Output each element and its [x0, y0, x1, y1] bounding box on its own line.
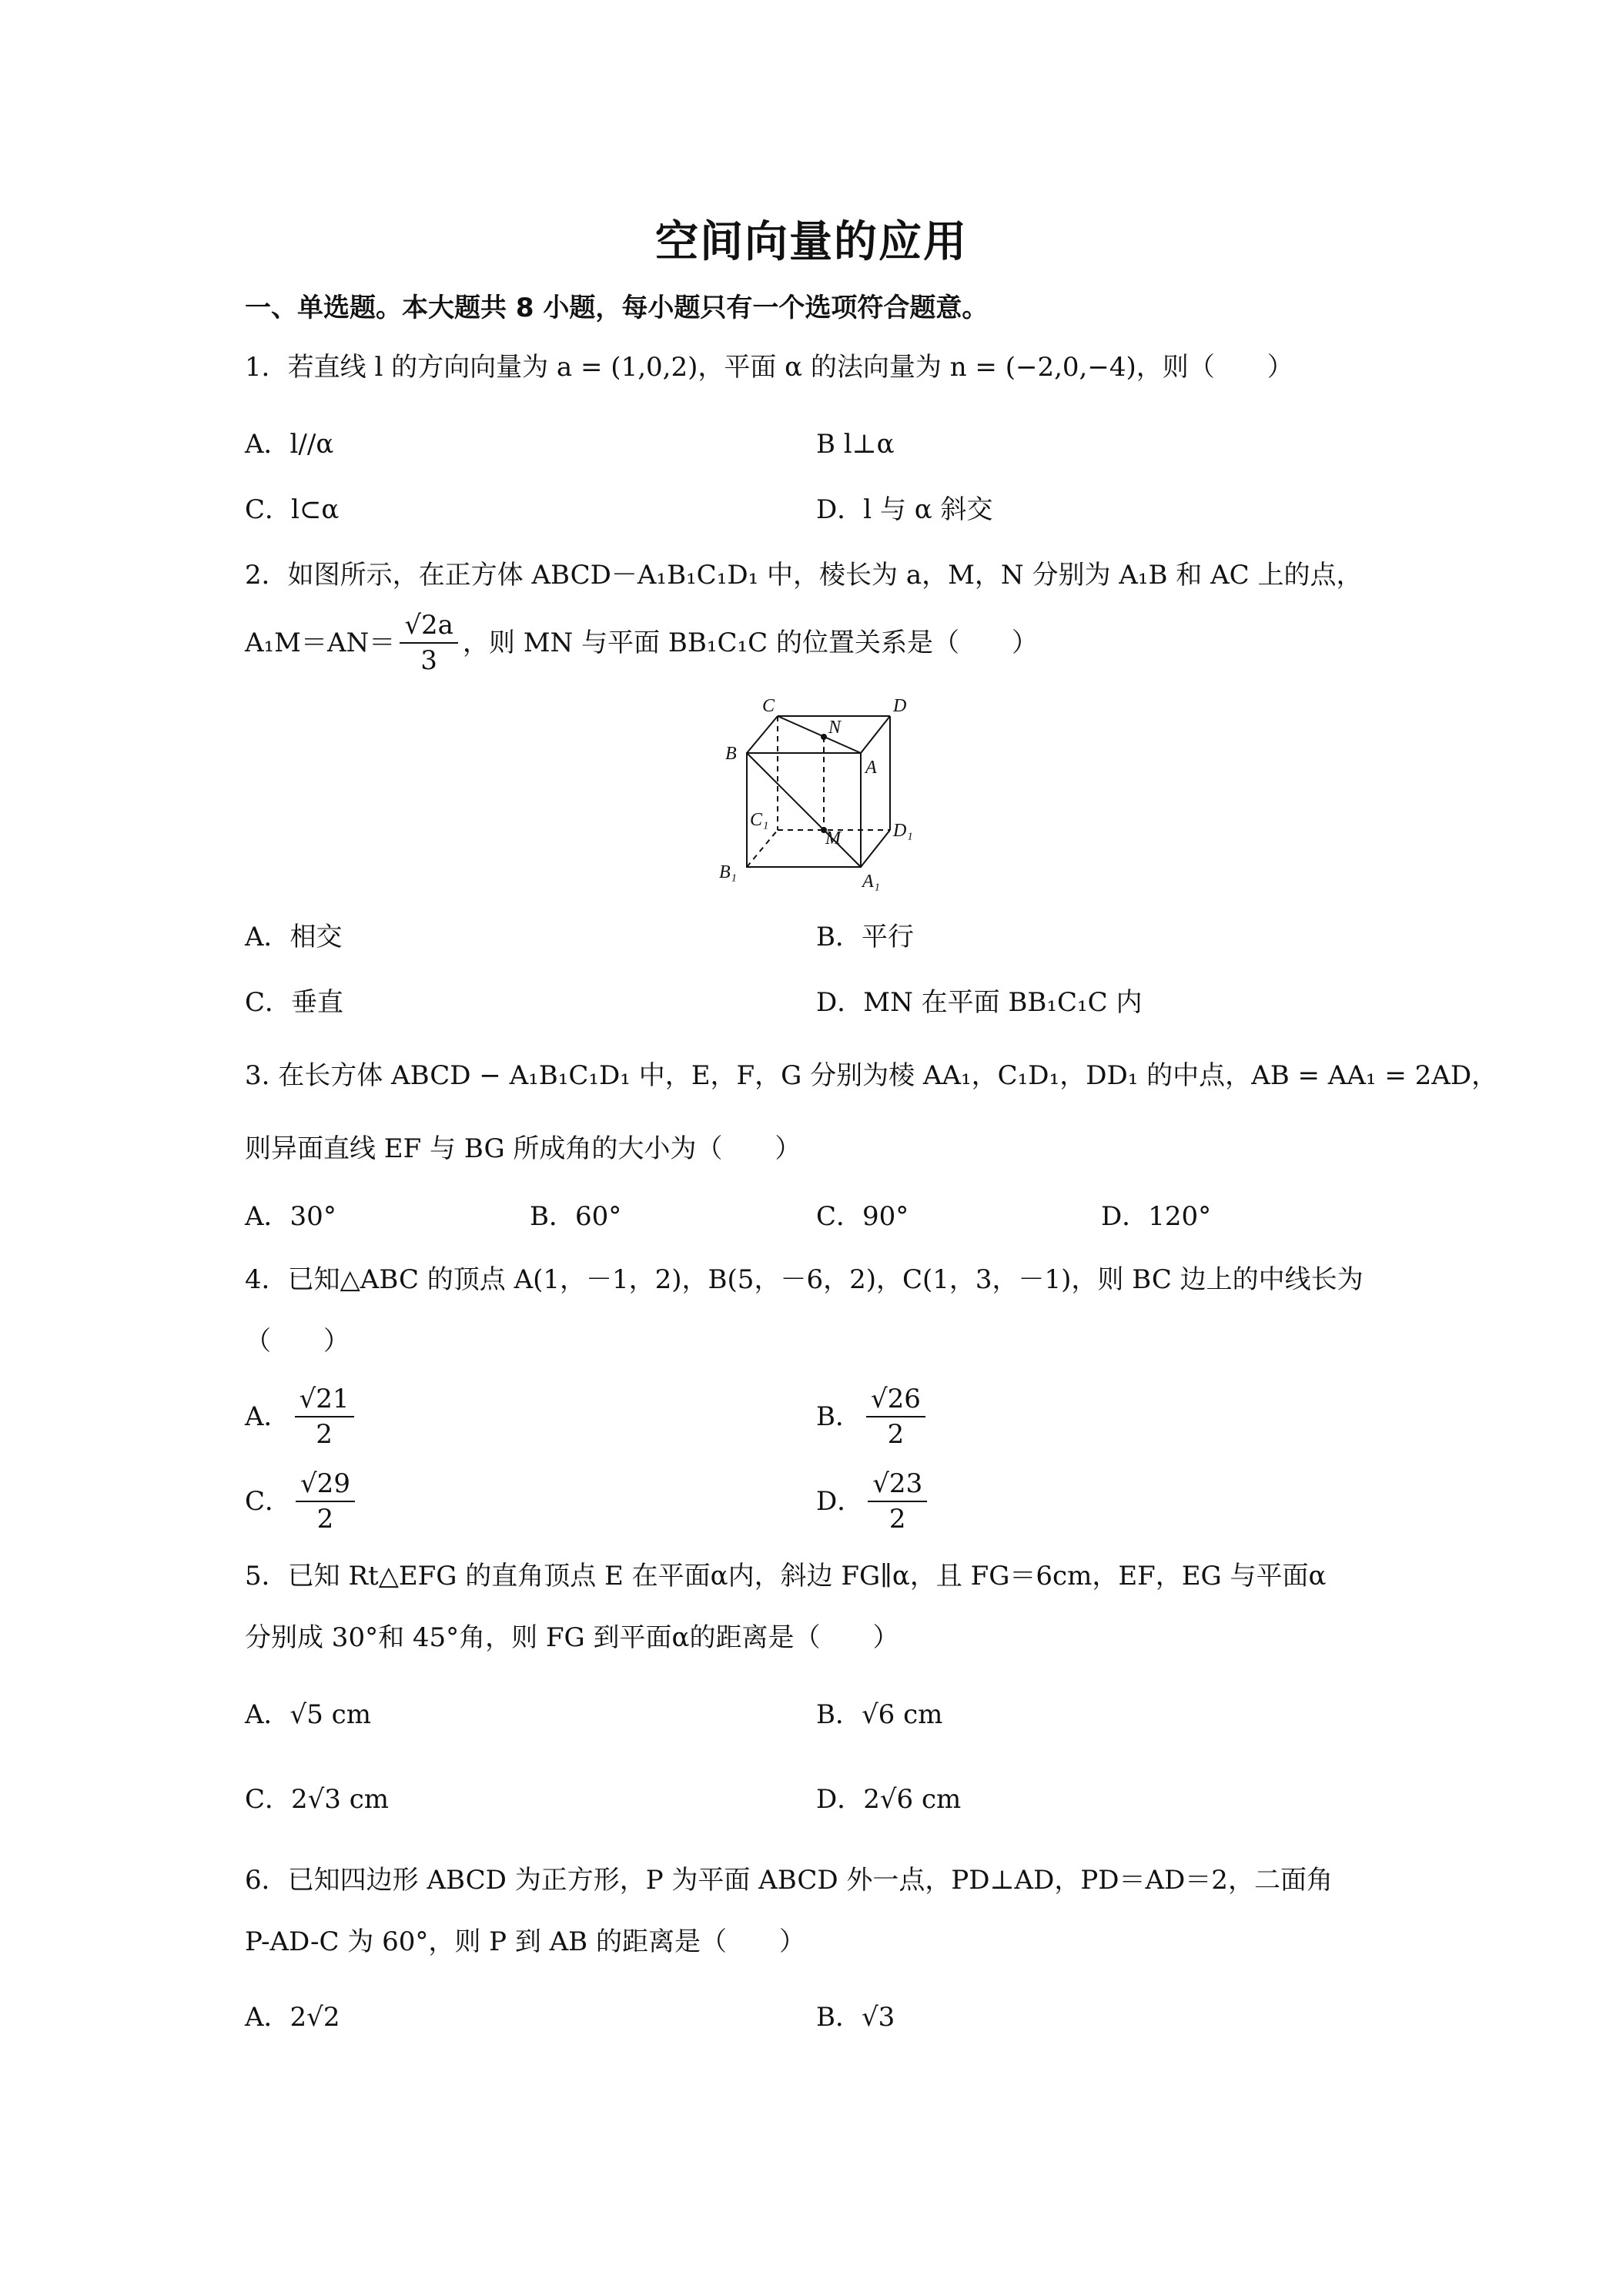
question-4-option-a-fraction — [295, 1382, 354, 1451]
question-2-stem-line2 — [245, 608, 1038, 678]
question-4-option-a-denominator: 2 — [316, 1419, 333, 1450]
question-4-option-a — [245, 1382, 359, 1451]
question-4-option-b-fraction — [866, 1382, 925, 1451]
question-5-option-a: A．√5 cm — [245, 1699, 371, 1730]
label-c: C — [762, 696, 775, 716]
question-4-stem-line1: 4．已知△ABC 的顶点 A(1，－1，2)，B(5，－6，2)，C(1，3，－1)，则 BC 边上的中线长为 — [245, 1264, 1364, 1295]
question-4-option-c-denominator: 2 — [316, 1504, 334, 1535]
question-1-option-c: C．l⊂α — [245, 494, 340, 525]
question-4-option-d-denominator: 2 — [888, 1504, 906, 1535]
cube-figure — [716, 693, 916, 893]
question-4-option-c-fraction — [296, 1467, 355, 1536]
question-4-option-d-fraction — [868, 1467, 927, 1536]
question-3-stem-line1: 3. 在长方体 ABCD − A₁B₁C₁D₁ 中，E，F，G 分别为棱 AA₁，C₁D₁，DD₁ 的中点，AB = AA₁ = 2AD， — [245, 1060, 1498, 1091]
cube-edge — [747, 716, 778, 753]
question-2-option-c: C．垂直 — [245, 987, 344, 1018]
question-4-option-b-numerator: √26 — [866, 1382, 925, 1417]
question-6-stem-line2: P-AD-C 为 60°，则 P 到 AB 的距离是（ ） — [245, 1926, 805, 1957]
question-2-stem-line1: 2．如图所示，在正方体 ABCD－A₁B₁C₁D₁ 中，棱长为 a，M，N 分别为 A₁B 和 AC 上的点， — [245, 560, 1363, 591]
question-6-option-b: B．√3 — [816, 2002, 895, 2033]
question-4-option-d-label: D． — [816, 1486, 864, 1517]
question-2-option-d: D．MN 在平面 BB₁C₁C 内 — [816, 987, 1143, 1018]
question-4-option-b-denominator: 2 — [887, 1419, 905, 1450]
question-2-fraction-numerator: √2a — [400, 608, 458, 644]
question-4-option-b — [816, 1382, 930, 1451]
question-3-option-a: A．30° — [245, 1201, 336, 1232]
question-4-option-a-numerator: √21 — [295, 1382, 354, 1417]
question-4-option-d — [816, 1467, 932, 1536]
question-1-option-a: A．l//α — [245, 429, 334, 460]
question-2-fraction-denominator: 3 — [420, 645, 437, 676]
cube-edge — [861, 830, 890, 867]
question-5-option-d: D．2√6 cm — [816, 1784, 962, 1815]
question-4-option-b-label: B． — [816, 1401, 862, 1432]
label-a: A — [865, 758, 877, 778]
label-n: N — [828, 718, 842, 738]
question-3-stem-line2: 则异面直线 EF 与 BG 所成角的大小为（ ） — [245, 1133, 801, 1164]
question-5-stem-line1: 5．已知 Rt△EFG 的直角顶点 E 在平面α内，斜边 FG∥α，且 FG＝6cm，EF，EG 与平面α — [245, 1561, 1327, 1591]
question-1-option-d: D．l 与 α 斜交 — [816, 494, 993, 525]
question-4-option-d-numerator: √23 — [868, 1467, 927, 1502]
question-3-option-b: B．60° — [530, 1201, 622, 1232]
question-1-stem: 1．若直线 l 的方向向量为 a = (1,0,2)，平面 α 的法向量为 n = (−2,0,−4)，则（ ） — [245, 352, 1293, 383]
question-2-stem-prefix: A₁M＝AN＝ — [245, 628, 396, 658]
page-title: 空间向量的应用 — [655, 217, 968, 267]
label-c1: C₁ — [750, 810, 769, 830]
question-4-option-c — [245, 1467, 360, 1536]
question-1-option-b: B l⊥α — [816, 429, 895, 460]
question-3-option-d: D．120° — [1101, 1201, 1212, 1232]
label-m: M — [825, 828, 841, 848]
question-5-option-c: C．2√3 cm — [245, 1784, 390, 1815]
label-a1: A₁ — [862, 872, 881, 892]
diagonal-ac — [778, 716, 861, 753]
label-d1: D₁ — [893, 821, 913, 841]
cube-hidden-edge — [747, 830, 778, 867]
question-6-option-a: A．2√2 — [245, 2002, 340, 2033]
label-d: D — [893, 696, 907, 716]
question-3-option-c: C．90° — [816, 1201, 909, 1232]
section-heading: 一、单选题。本大题共 8 小题，每小题只有一个选项符合题意。 — [245, 293, 989, 323]
question-5-stem-line2: 分别成 30°和 45°角，则 FG 到平面α的距离是（ ） — [245, 1622, 899, 1653]
question-6-stem-line1: 6．已知四边形 ABCD 为正方形，P 为平面 ABCD 外一点，PD⊥AD，PD＝AD＝2，二面角 — [245, 1865, 1333, 1896]
question-5-option-b: B．√6 cm — [816, 1699, 943, 1730]
cube-edge — [861, 716, 890, 753]
question-2-option-a: A．相交 — [245, 922, 343, 952]
question-4-option-c-label: C． — [245, 1486, 292, 1517]
question-2-stem-suffix: ，则 MN 与平面 BB₁C₁C 的位置关系是（ ） — [462, 628, 1038, 658]
question-4-stem-line2: （ ） — [245, 1326, 350, 1357]
question-4-option-a-label: A． — [245, 1401, 290, 1432]
question-2-fraction — [400, 608, 458, 678]
label-b1: B₁ — [719, 862, 738, 882]
question-4-option-c-numerator: √29 — [296, 1467, 355, 1502]
label-b: B — [725, 744, 737, 764]
question-2-option-b: B．平行 — [816, 922, 914, 952]
